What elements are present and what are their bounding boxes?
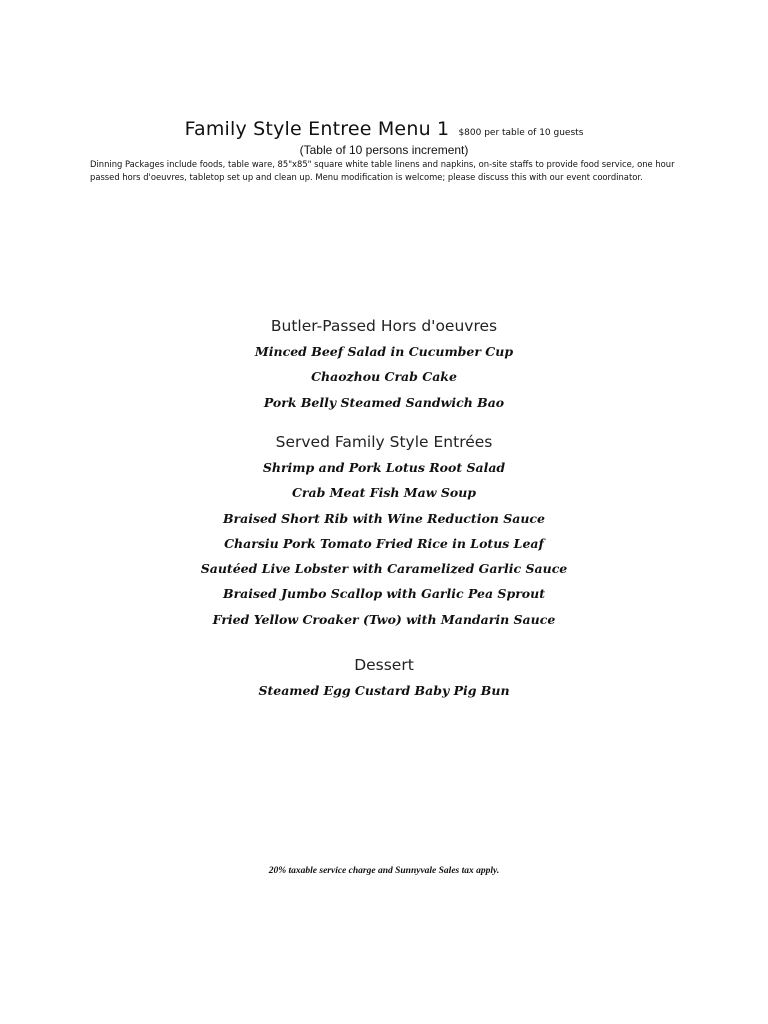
menu-item: Fried Yellow Croaker (Two) with Mandarin Sauce <box>212 611 556 627</box>
menu-item: Sautéed Live Lobster with Caramelized Garlic Sauce <box>200 561 568 577</box>
footer-note: 20% taxable service charge and Sunnyvale Sales tax apply. <box>268 866 500 876</box>
section-heading: Butler-Passed Hors d'oeuvres <box>270 317 498 335</box>
menu-item: Minced Beef Salad in Cucumber Cup <box>254 344 514 359</box>
menu-item: Chaozhou Crab Cake <box>311 369 457 385</box>
section-heading: Served Family Style Entrées <box>275 433 493 451</box>
menu-item: Steamed Egg Custard Baby Pig Bun <box>258 683 510 698</box>
menu-item: Braised Short Rib with Wine Reduction Sauce <box>222 510 545 526</box>
section-dessert <box>0 652 768 703</box>
section-hors-doeuvres <box>0 313 768 415</box>
menu-item: Crab Meat Fish Maw Soup <box>291 485 477 501</box>
menu-item: Shrimp and Pork Lotus Root Salad <box>262 460 506 475</box>
menu-item: Braised Jumbo Scallop with Garlic Pea Sprout <box>223 586 545 602</box>
menu-list <box>0 455 768 632</box>
page-title: Family Style Entree Menu 1 <box>184 118 450 140</box>
page-subtitle: (Table of 10 persons increment) <box>299 143 469 157</box>
menu-list <box>0 339 768 415</box>
section-entrees <box>0 429 768 632</box>
section-heading: Dessert <box>354 656 414 674</box>
menu-item: Pork Belly Steamed Sandwich Bao <box>263 394 505 410</box>
menu-item: Charsiu Pork Tomato Fried Rice in Lotus Leaf <box>224 535 544 551</box>
package-description: Dinning Packages include foods, table ware, 85"x85" square white table linens and napkins, on-site staffs to provide food service, one hour passed hors d'oeuvres, tabletop set up and clean up. Menu modification is welcome; please discuss this with our event coordinator. <box>90 159 675 182</box>
price-note: $800 per table of 10 guests <box>458 128 584 138</box>
title-line <box>0 118 768 140</box>
menu-list <box>0 678 768 703</box>
